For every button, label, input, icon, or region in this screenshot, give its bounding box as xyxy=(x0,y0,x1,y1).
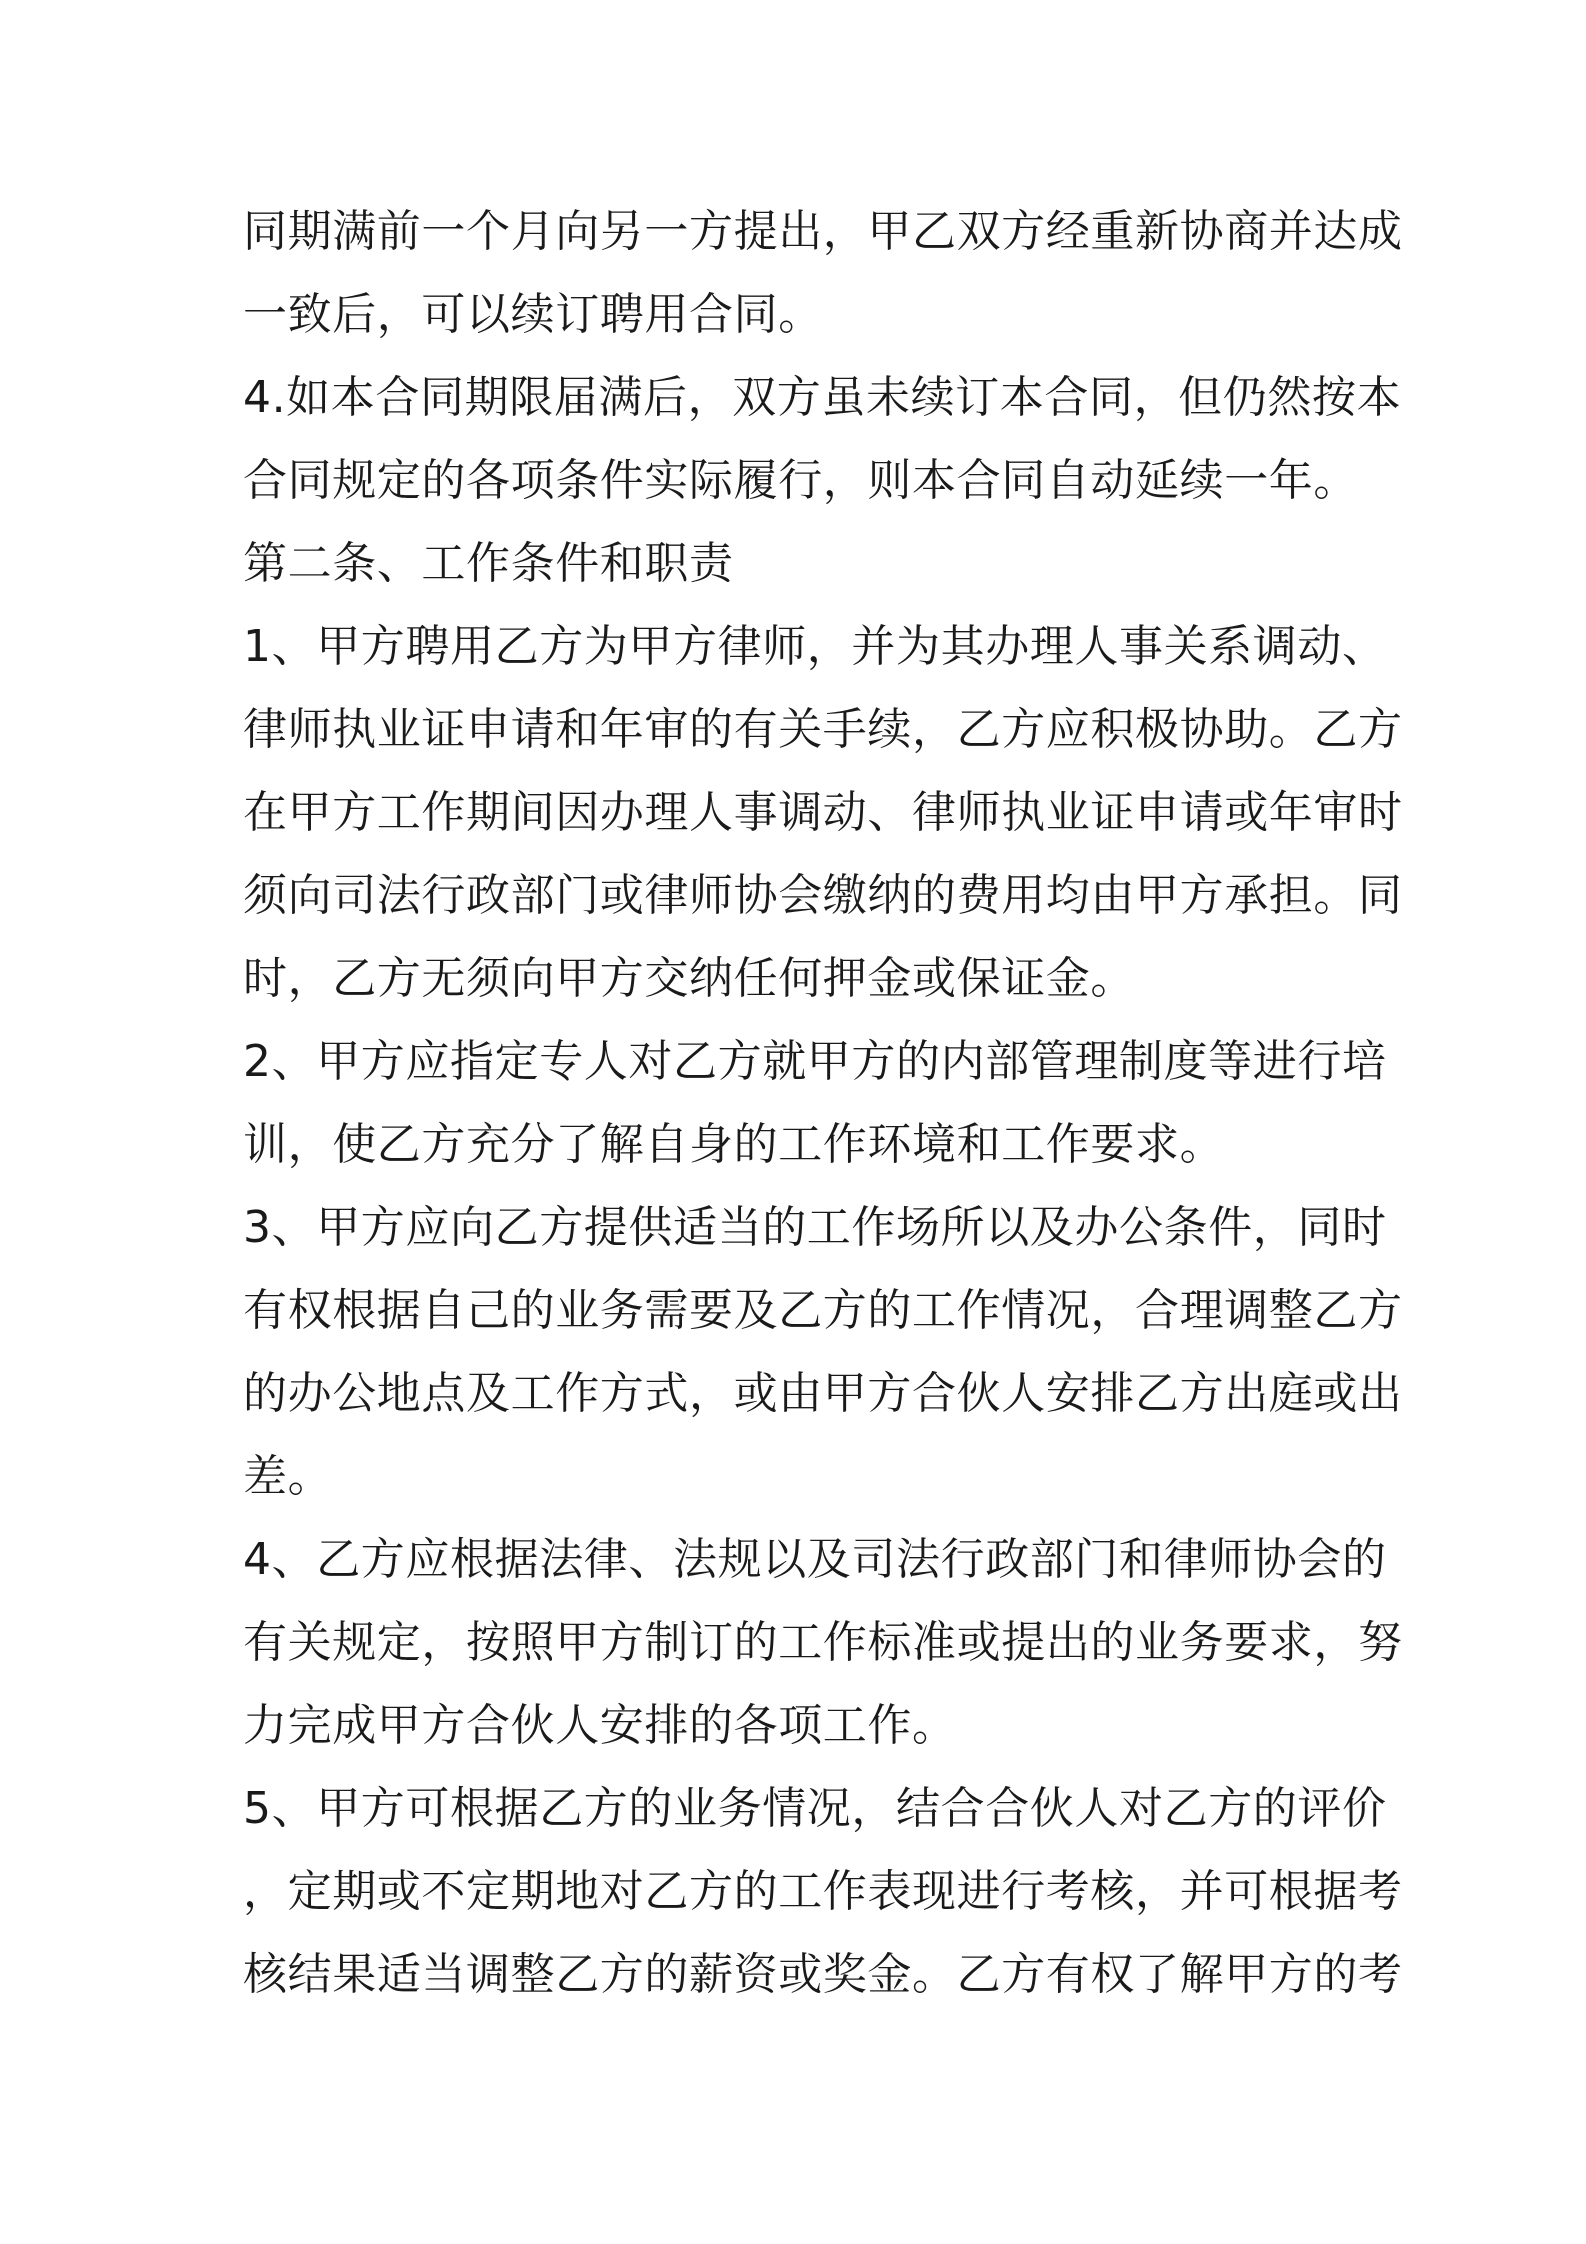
text-line: 4、乙方应根据法律、法规以及司法行政部门和律师协会的 xyxy=(243,1534,1387,1585)
text-line: 4.如本合同期限届满后，双方虽未续订本合同，但仍然按本 xyxy=(243,372,1402,423)
text-line: 一致后，可以续订聘用合同。 xyxy=(243,289,823,340)
text-line: 时，乙方无须向甲方交纳任何押金或保证金。 xyxy=(243,953,1135,1004)
text-line: 律师执业证申请和年审的有关手续，乙方应积极协助。乙方 xyxy=(243,704,1403,755)
text-line: 核结果适当调整乙方的薪资或奖金。乙方有权了解甲方的考 xyxy=(243,1949,1403,2000)
text-line: 有关规定，按照甲方制订的工作标准或提出的业务要求，努 xyxy=(243,1617,1403,1668)
text-line: 同期满前一个月向另一方提出，甲乙双方经重新协商并达成 xyxy=(243,206,1403,257)
text-line: 训，使乙方充分了解自身的工作环境和工作要求。 xyxy=(243,1119,1225,1170)
text-line: 1、甲方聘用乙方为甲方律师，并为其办理人事关系调动、 xyxy=(243,621,1387,672)
document-body xyxy=(243,190,1403,2016)
text-line: 5、甲方可根据乙方的业务情况，结合合伙人对乙方的评价 xyxy=(243,1783,1387,1834)
text-line: 差。 xyxy=(243,1451,333,1502)
text-line: ，定期或不定期地对乙方的工作表现进行考核，并可根据考 xyxy=(243,1866,1403,1917)
section-heading: 第二条、工作条件和职责 xyxy=(243,538,734,589)
text-line: 合同规定的各项条件实际履行，则本合同自动延续一年。 xyxy=(243,455,1358,506)
text-line: 力完成甲方合伙人安排的各项工作。 xyxy=(243,1700,957,1751)
text-line: 有权根据自己的业务需要及乙方的工作情况，合理调整乙方 xyxy=(243,1285,1403,1336)
text-line: 3、甲方应向乙方提供适当的工作场所以及办公条件，同时 xyxy=(243,1202,1387,1253)
text-line: 在甲方工作期间因办理人事调动、律师执业证申请或年审时 xyxy=(243,787,1403,838)
text-line: 2、甲方应指定专人对乙方就甲方的内部管理制度等进行培 xyxy=(243,1036,1387,1087)
text-line: 须向司法行政部门或律师协会缴纳的费用均由甲方承担。同 xyxy=(243,870,1403,921)
text-line: 的办公地点及工作方式，或由甲方合伙人安排乙方出庭或出 xyxy=(243,1368,1403,1419)
